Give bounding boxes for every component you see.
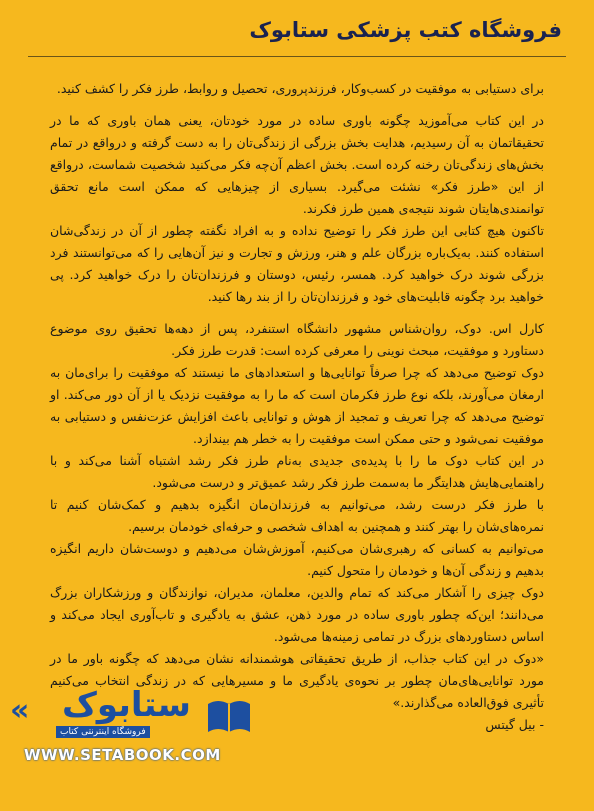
open-book-icon <box>206 696 252 736</box>
paragraph: دوک چیزی را آشکار می‌کند که تمام والدین، معلمان، مدیران، نوازندگان و ورزشکاران بزرگ می‌دانند؛ این‌که چطور باوری ساده در مورد ذهن، عشق به یادگیری و تاب‌آوری ایجاد می‌کند و اساس دستاوردهای بزرگ در تمامی زمینه‌ها می‌شود. <box>50 585 544 644</box>
watermark-tagline: فروشگاه اینترنتی کتاب <box>56 726 150 738</box>
logo-arrows-icon: « <box>10 693 30 728</box>
watermark-url: WWW.SETABOOK.COM <box>24 746 221 764</box>
paragraph: در این کتاب می‌آموزید چگونه باوری ساده در مورد خودتان، یعنی همان باوری که ما در تحقیقاتمان به آن رسیدیم، هدایت بخش بزرگی از زندگی‌تان را به دست گرفته و درواقع در تمام بخش‌های زندگی‌تان رخنه کرده است. بخش اعظم آن‌چه فکر می‌کنید شخصیت شماست، درواقع از این «طرز فکر» نشئت می‌گیرد. بسیاری از چیزهایی که ممکن است مانع تحقق توانمندی‌هایتان شوند نتیجه‌ی همین طرز فکرند. <box>50 113 544 216</box>
page-title: فروشگاه کتب پزشکی ستابوک <box>249 18 562 42</box>
paragraph: کارل اس. دوک، روان‌شناس مشهور دانشگاه استنفرد، پس از دهه‌ها تحقیق روی موضوع دستاورد و موفقیت، مبحث نوینی را معرفی کرده است: قدرت طرز فکر. <box>50 321 544 358</box>
paragraph: دوک توضیح می‌دهد که چرا صرفاً توانایی‌ها و استعدادهای ما نیستند که موفقیت را برای‌مان به ارمغان می‌آورند، بلکه نوع طرز فکرمان است که ما را به موفقیت نزدیک یا از آن دور می‌کند. او توضیح می‌دهد که چرا تعریف و تمجید از هوش و توانایی باعث افزایش عزت‌نفس و دستیابی به موفقیت نمی‌شود و حتی ممکن است موفقیت را به خطر هم بیندازد. <box>50 365 544 446</box>
paragraph: می‌توانیم به کسانی که رهبری‌شان می‌کنیم، آموزش‌شان می‌دهیم و دوست‌شان داریم انگیزه بدهیم و زندگی آن‌ها و خودمان را متحول کنیم. <box>50 541 544 578</box>
title-divider <box>28 56 566 57</box>
testimonial-quote: «دوک در این کتاب جذاب، از طریق تحقیقاتی هوشمندانه نشان می‌دهد که چگونه باور ما در مورد توانایی‌های‌مان چطور بر نحوه‌ی یادگیری ما و مسیرهایی که در زندگی انتخاب می‌کنیم تأثیری فوق‌العاده می‌گذارند.» <box>50 651 544 710</box>
testimonial-author: - بیل گیتس <box>485 717 544 732</box>
paragraph: تاکنون هیچ کتابی این طرز فکر را توضیح نداده و به افراد نگفته چطور از آن در زندگی‌شان استفاده کنند. به‌یک‌باره بزرگان علم و هنر، ورزش و تجارت و نیز آن‌هایی را که می‌توانستند فرد بزرگی شوند درک خواهید کرد. همسر، رئیس، دوستان و فرزندان‌تان را درک خواهید کرد. پی خواهید برد چگونه قابلیت‌های خود و فرزندان‌تان را از بند رها کنید. <box>50 223 544 304</box>
setabook-watermark <box>6 686 256 772</box>
description-body <box>50 78 544 736</box>
watermark-name: ستابوک <box>62 685 191 725</box>
paragraph: با طرز فکر درست رشد، می‌توانیم به فرزندان‌مان انگیزه بدهیم و کمک‌شان کنیم تا نمره‌های‌شان را بهتر کنند و همچنین به اهداف شخصی و حرفه‌ای خودمان برسیم. <box>50 497 544 534</box>
paragraph: برای دستیابی به موفقیت در کسب‌وکار، فرزندپروری، تحصیل و روابط، طرز فکر را کشف کنید. <box>56 81 544 96</box>
paragraph: در این کتاب دوک ما را با پدیده‌ی جدیدی به‌نام طرز فکر رشد اشتباه آشنا می‌کند و با راهنمایی‌هایش هدایتگر ما به‌سمت طرز فکر رشد عمیق‌تر و درست می‌شود. <box>50 453 544 490</box>
